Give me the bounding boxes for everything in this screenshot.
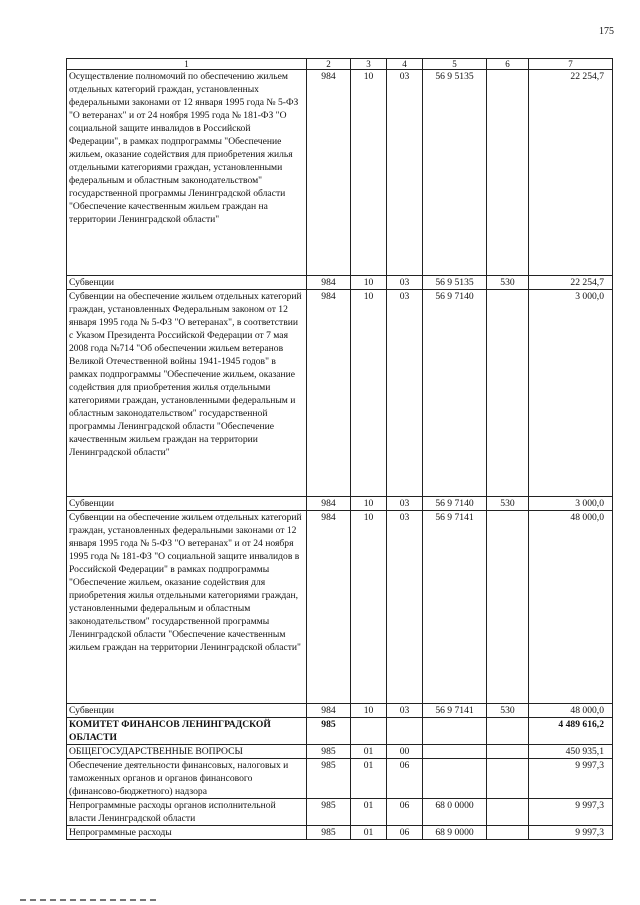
- column-header: 2: [307, 59, 351, 70]
- target-code: 56 9 7141: [423, 704, 487, 718]
- target-code: 56 9 7141: [423, 511, 487, 704]
- amount: 9 997,3: [529, 826, 613, 840]
- subsection-code: 06: [387, 826, 423, 840]
- amount: 3 000,0: [529, 497, 613, 511]
- ministry-code: 985: [307, 826, 351, 840]
- table-row: [67, 718, 613, 745]
- ministry-code: 984: [307, 497, 351, 511]
- ministry-code: 985: [307, 718, 351, 745]
- expense-type-code: 530: [487, 704, 529, 718]
- target-code: 68 0 0000: [423, 799, 487, 826]
- amount: 4 489 616,2: [529, 718, 613, 745]
- row-description: Непрограммные расходы: [67, 826, 307, 840]
- ministry-code: 984: [307, 290, 351, 497]
- expense-type-code: 530: [487, 497, 529, 511]
- column-header: 1: [67, 59, 307, 70]
- row-description: ОБЩЕГОСУДАРСТВЕННЫЕ ВОПРОСЫ: [67, 745, 307, 759]
- expense-type-code: [487, 759, 529, 799]
- table-row: [67, 276, 613, 290]
- section-code: 10: [351, 276, 387, 290]
- column-header: 6: [487, 59, 529, 70]
- table-row: [67, 290, 613, 497]
- amount: 22 254,7: [529, 276, 613, 290]
- section-code: 01: [351, 745, 387, 759]
- column-header: 4: [387, 59, 423, 70]
- section-code: 10: [351, 497, 387, 511]
- target-code: [423, 759, 487, 799]
- table-row: [67, 704, 613, 718]
- section-code: 01: [351, 759, 387, 799]
- target-code: 68 9 0000: [423, 826, 487, 840]
- target-code: 56 9 5135: [423, 276, 487, 290]
- budget-table: [66, 58, 613, 840]
- subsection-code: 03: [387, 290, 423, 497]
- target-code: 56 9 7140: [423, 497, 487, 511]
- row-description: Осуществление полномочий по обеспечению жильем отдельных категорий граждан, установленных федеральными законами от 12 января 1995 года № 5-ФЗ "О ветеранах" и от 24 ноября 1995 года № 181-ФЗ "О социальной защите инвалидов в Российской Федерации", в рамках подпрограммы "Обеспечение жильем, оказание содействия для приобретения жилья отдельными категориями граждан, установленными федеральным и областным законодательством" государственной программы Ленинградской области "Обеспечение качественным жильем граждан на территории Ленинградской области": [67, 70, 307, 276]
- table-row: [67, 511, 613, 704]
- subsection-code: 06: [387, 799, 423, 826]
- section-code: 10: [351, 70, 387, 276]
- table-row: [67, 799, 613, 826]
- ministry-code: 984: [307, 511, 351, 704]
- row-description: Обеспечение деятельности финансовых, налоговых и таможенных органов и органов финансового (финансово-бюджетного) надзора: [67, 759, 307, 799]
- expense-type-code: [487, 290, 529, 497]
- table-row: [67, 497, 613, 511]
- ministry-code: 984: [307, 276, 351, 290]
- section-code: 01: [351, 826, 387, 840]
- section-code: 01: [351, 799, 387, 826]
- table-row: [67, 826, 613, 840]
- table-header-row: [67, 59, 613, 70]
- amount: 22 254,7: [529, 70, 613, 276]
- table-row: [67, 70, 613, 276]
- target-code: [423, 718, 487, 745]
- column-header: 5: [423, 59, 487, 70]
- subsection-code: 03: [387, 511, 423, 704]
- target-code: 56 9 7140: [423, 290, 487, 497]
- scan-artifact: [20, 899, 160, 901]
- expense-type-code: [487, 70, 529, 276]
- target-code: 56 9 5135: [423, 70, 487, 276]
- subsection-code: 03: [387, 704, 423, 718]
- column-header: 7: [529, 59, 613, 70]
- row-description: КОМИТЕТ ФИНАНСОВ ЛЕНИНГРАДСКОЙ ОБЛАСТИ: [67, 718, 307, 745]
- ministry-code: 985: [307, 745, 351, 759]
- amount: 48 000,0: [529, 704, 613, 718]
- section-code: 10: [351, 704, 387, 718]
- section-code: 10: [351, 511, 387, 704]
- row-description: Субвенции: [67, 704, 307, 718]
- expense-type-code: [487, 826, 529, 840]
- subsection-code: 03: [387, 497, 423, 511]
- row-description: Субвенции на обеспечение жильем отдельных категорий граждан, установленных Федеральным законом от 12 января 1995 года № 5-ФЗ "О ветеранах", в соответствии с Указом Президента Российской Федерации от 7 мая 2008 года №714 "Об обеспечении жильем ветеранов Великой Отечественной войны 1941-1945 годов" в рамках подпрограммы "Обеспечение жильем, оказание содействия для приобретения жилья отдельными категориями граждан, установленными федеральным и областным законодательством" государственной программы Ленинградской области "Обеспечение качественным жильем граждан на территории Ленинградской области": [67, 290, 307, 497]
- section-code: 10: [351, 290, 387, 497]
- ministry-code: 985: [307, 759, 351, 799]
- row-description: Субвенции на обеспечение жильем отдельных категорий граждан, установленных федеральными законами от 12 января 1995 года № 5-ФЗ "О ветеранах" и от 24 ноября 1995 года № 181-ФЗ "О социальной защите инвалидов в Российской Федерации" в рамках подпрограммы "Обеспечение жильем, оказание содействия для приобретения жилья отдельными категориями граждан, установленными федеральным и областным законодательством" государственной программы Ленинградской области "Обеспечение качественным жильем граждан на территории Ленинградской области": [67, 511, 307, 704]
- expense-type-code: [487, 511, 529, 704]
- expense-type-code: [487, 718, 529, 745]
- table-row: [67, 759, 613, 799]
- ministry-code: 984: [307, 70, 351, 276]
- ministry-code: 984: [307, 704, 351, 718]
- table-row: [67, 745, 613, 759]
- subsection-code: [387, 718, 423, 745]
- amount: 9 997,3: [529, 799, 613, 826]
- subsection-code: 03: [387, 70, 423, 276]
- ministry-code: 985: [307, 799, 351, 826]
- target-code: [423, 745, 487, 759]
- amount: 3 000,0: [529, 290, 613, 497]
- page-number: 175: [599, 26, 614, 37]
- amount: 450 935,1: [529, 745, 613, 759]
- section-code: [351, 718, 387, 745]
- expense-type-code: [487, 745, 529, 759]
- amount: 9 997,3: [529, 759, 613, 799]
- expense-type-code: [487, 799, 529, 826]
- amount: 48 000,0: [529, 511, 613, 704]
- subsection-code: 06: [387, 759, 423, 799]
- expense-type-code: 530: [487, 276, 529, 290]
- row-description: Непрограммные расходы органов исполнительной власти Ленинградской области: [67, 799, 307, 826]
- subsection-code: 00: [387, 745, 423, 759]
- row-description: Субвенции: [67, 497, 307, 511]
- column-header: 3: [351, 59, 387, 70]
- row-description: Субвенции: [67, 276, 307, 290]
- subsection-code: 03: [387, 276, 423, 290]
